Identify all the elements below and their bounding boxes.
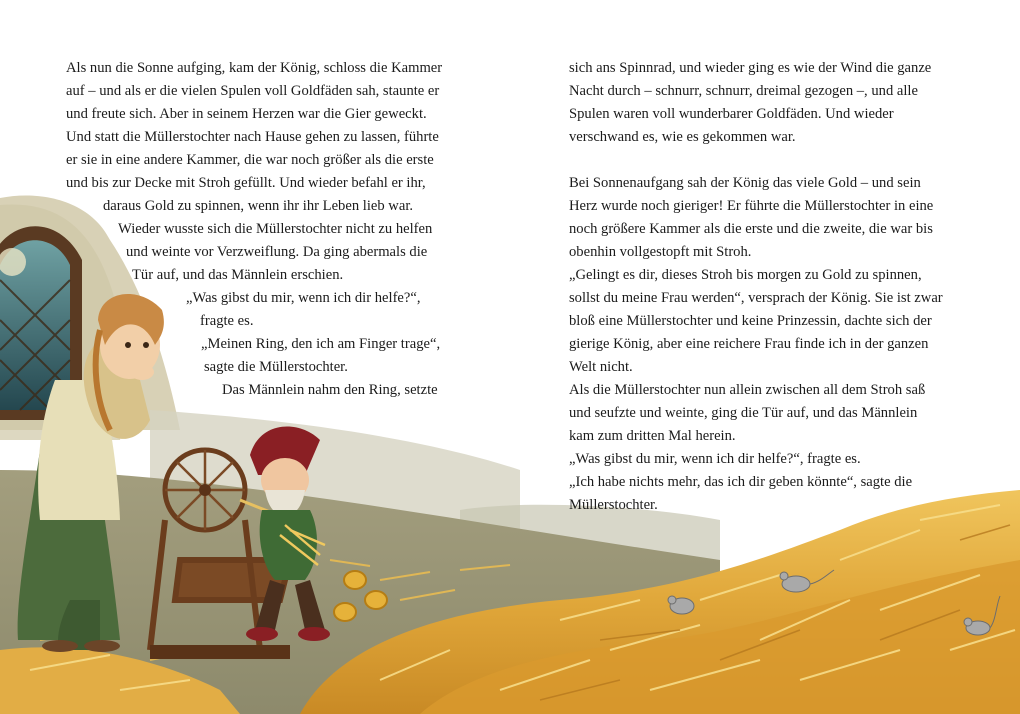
text-line: fragte es. [200, 313, 254, 329]
text-line: Als die Müllerstochter nun allein zwischen all dem Stroh saß [569, 382, 926, 398]
text-line: kam zum dritten Mal herein. [569, 428, 736, 444]
text-line: verschwand es, wie es gekommen war. [569, 129, 796, 145]
text-line: auf – und als er die vielen Spulen voll Goldfäden sah, staunte er [66, 83, 440, 99]
text-line: sagte die Müllerstochter. [204, 359, 348, 375]
text-line: gierige König, aber eine reichere Frau finde ich in der ganzen [569, 336, 929, 352]
text-line: noch größere Kammer als die erste und die zweite, die war bis [569, 221, 933, 237]
text-line: Spulen waren voll wunderbarer Goldfäden. Und wieder [569, 106, 894, 122]
text-line: und weinte vor Verzweiflung. Da ging abermals die [126, 244, 428, 260]
text-line: sollst du meine Frau werden“, versprach der König. Sie ist zwar [569, 290, 943, 306]
text-line: Das Männlein nahm den Ring, setzte [222, 382, 438, 398]
text-line: daraus Gold zu spinnen, wenn ihr ihr Leben lieb war. [103, 198, 414, 214]
text-line: und seufzte und weinte, ging die Tür auf, und das Männlein [569, 405, 918, 421]
text-line: Müllerstochter. [569, 497, 658, 513]
text-line: Nacht durch – schnurr, schnurr, dreimal gezogen –, und alle [569, 83, 918, 99]
text-line: und freute sich. Aber in seinem Herzen war die Gier geweckt. [66, 106, 427, 122]
text-line: „Meinen Ring, den ich am Finger trage“, [201, 336, 441, 352]
text-line: Als nun die Sonne aufging, kam der König, schloss die Kammer [66, 60, 443, 76]
text-line: er sie in eine andere Kammer, die war noch größer als die erste [66, 152, 434, 168]
text-line: obenhin vollgestopft mit Stroh. [569, 244, 752, 260]
text-line: „Was gibst du mir, wenn ich dir helfe?“, fragte es. [569, 451, 861, 467]
text-line: „Ich habe nichts mehr, das ich dir geben könnte“, sagte die [569, 474, 913, 490]
text-line: und bis zur Decke mit Stroh gefüllt. Und wieder befahl er ihr, [66, 175, 426, 191]
text-line: Bei Sonnenaufgang sah der König das viele Gold – und sein [569, 175, 921, 191]
text-line: Tür auf, und das Männlein erschien. [132, 267, 344, 283]
text-line: Wieder wusste sich die Müllerstochter nicht zu helfen [118, 221, 433, 237]
text-line: sich ans Spinnrad, und wieder ging es wie der Wind die ganze [569, 60, 932, 76]
text-line: „Gelingt es dir, dieses Stroh bis morgen zu Gold zu spinnen, [569, 267, 922, 283]
text-line: „Was gibst du mir, wenn ich dir helfe?“, [186, 290, 421, 306]
text-line: Und statt die Müllerstochter nach Hause gehen zu lassen, führte [66, 129, 439, 145]
text-line: Welt nicht. [569, 359, 633, 375]
text-line: bloß eine Müllerstochter und keine Prinzessin, dachte sich der [569, 313, 932, 329]
text-line: Herz wurde noch gieriger! Er führte die Müllerstochter in eine [569, 198, 934, 214]
